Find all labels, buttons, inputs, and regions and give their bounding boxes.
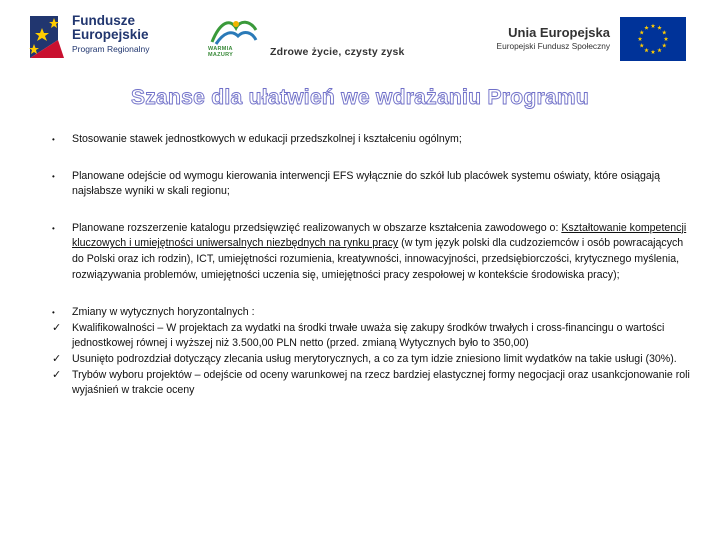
bullet-icon: • bbox=[52, 171, 55, 181]
check-item-text: Kwalifikowalności – W projektach za wydatki na środki trwałe uważa się zakupy środków trwałych i cross-financingu o wartości jednostkowej równej i wyższej niż 3.500,00 PLN netto (przed. zmianą Wytycznych było to 350,00) bbox=[72, 321, 665, 350]
list-item-text: Zmiany w wytycznych horyzontalnych : bbox=[72, 306, 255, 319]
fundusze-europejskie-logo bbox=[28, 12, 178, 66]
warmia-mazury-logo bbox=[206, 16, 262, 68]
bullet-icon: • bbox=[52, 223, 55, 233]
check-item-text: Trybów wyboru projektów – odejście od oceny warunkowej na rzecz bardziej elastycznej formy negocjacji oraz usankcjonowanie roli wyjaśnień w trakcie oceny bbox=[72, 368, 690, 397]
bullet-icon: • bbox=[52, 308, 55, 318]
region-slogan: Zdrowe życie, czysty zysk bbox=[270, 46, 405, 58]
list-item bbox=[52, 305, 692, 321]
wm-logo-line1: WARMIA bbox=[208, 46, 233, 52]
checkmark-icon: ✓ bbox=[52, 368, 62, 381]
list-item-text-after: (w tym język polski dla cudzoziemców i osób powracających do Polski oraz ich rodzin), ICT, umiejętności rozumienia, kreatywności, innowacyjności, przedsiębiorczości, krytycznego myślenia, rozwiązywania problemów, umiejętności uczenia się, umiejętności pracy zespołowej w kontekście środowiska pracy); bbox=[72, 237, 684, 281]
fe-logo-line3: Program Regionalny bbox=[72, 44, 150, 54]
check-item-text: Usunięto podrozdział dotyczący zlecania usług merytorycznych, a co za tym idzie zniesiono limit wydatków na takie usługi (30%). bbox=[72, 352, 677, 365]
slide-content bbox=[52, 132, 692, 399]
checkmark-icon: ✓ bbox=[52, 321, 62, 334]
list-item-text: Planowane odejście od wymogu kierowania interwencji EFS wyłącznie do szkół lub placówek systemu oświaty, które osiągają najsłabsze wyniki w skali regionu; bbox=[72, 169, 661, 198]
bullet-icon: • bbox=[52, 135, 55, 144]
wm-logo-line2: MAZURY bbox=[208, 52, 234, 58]
slide-header bbox=[0, 0, 720, 80]
list-item bbox=[52, 132, 692, 148]
list-item-text: Stosowanie stawek jednostkowych w edukacji przedszkolnej i kształceniu ogólnym; bbox=[72, 133, 462, 145]
eu-flag-icon bbox=[620, 17, 686, 61]
page-title: Szanse dla ułatwień we wdrażaniu Programu bbox=[130, 86, 590, 109]
checkmark-icon: ✓ bbox=[52, 352, 62, 365]
fe-logo-line1: Fundusze bbox=[72, 13, 135, 28]
check-item bbox=[52, 321, 692, 352]
list-item-text-underlined: Kształtowanie kompetencji kluczowych i umiejętności uniwersalnych niezbędnych na rynku pracy bbox=[72, 221, 687, 250]
fe-logo-line2: Europejskie bbox=[72, 27, 149, 42]
ue-logo-line2: Europejski Fundusz Społeczny bbox=[496, 41, 610, 51]
ue-logo-line1: Unia Europejska bbox=[508, 25, 610, 40]
check-item bbox=[52, 352, 692, 368]
list-item bbox=[52, 221, 692, 283]
unia-europejska-logo-text bbox=[462, 26, 610, 53]
check-item bbox=[52, 368, 692, 399]
list-item bbox=[52, 169, 692, 200]
list-item-text-before: Planowane rozszerzenie katalogu przedsięwzięć realizowanych w obszarze kształcenia zawodowego o: bbox=[72, 221, 562, 234]
fundusze-europejskie-flag-icon bbox=[28, 12, 66, 62]
warmia-mazury-emblem-icon bbox=[206, 16, 262, 46]
